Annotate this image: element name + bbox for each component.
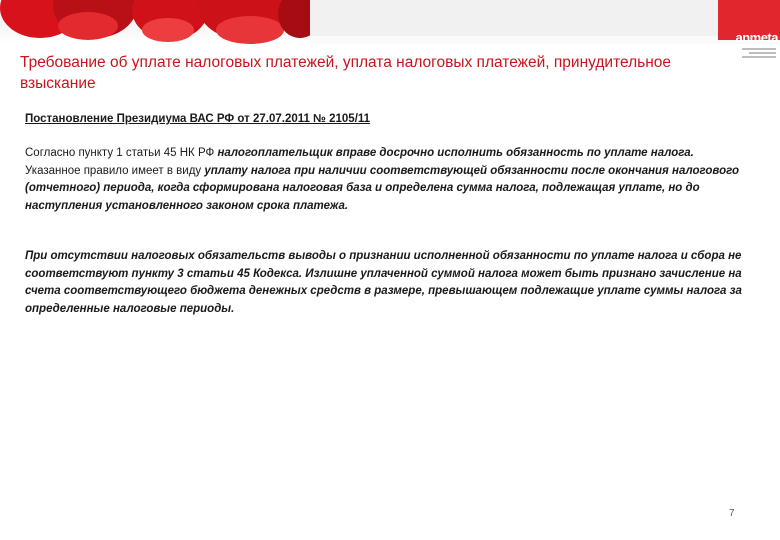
paragraph-1-emphasis-a: налогоплательщик вправе досрочно исполнить обязанность по уплате налога. [217, 147, 694, 159]
paragraph-2: При отсутствии налоговых обязательств выводы о признании исполненной обязанности по уплате налога и сбора не соответствуют пункту 3 статьи 45 Кодекса. Излишне уплаченной суммой налога может быть признано зачисление на счета соответствующего бюджета денежных средств в размере, превышающем подлежащие уплате суммы налога за определенные налоговые периоды. [25, 250, 742, 315]
paragraph-1-text-b: Указанное правило имеет в виду [25, 164, 205, 177]
red-chairs-photo [0, 0, 780, 44]
paragraph-1-emphasis-b: уплату налога при наличии соответствующей обязанности после окончания налогового (отчетного) периода, когда сформирована налоговая база и определена сумма налога, подлежащая уплате, но до наступления установленного законом срока платежа. [25, 164, 739, 212]
page-number: 7 [729, 508, 735, 519]
logo-tagline-lines [742, 46, 776, 58]
paragraph-1 [25, 145, 745, 215]
slide-title: Требование об уплате налоговых платежей, уплата налоговых платежей, принудительное взыскание [20, 54, 672, 92]
company-logo: anmeta [735, 30, 778, 45]
header-banner-photo [0, 0, 780, 44]
decree-reference: Постановление Президиума ВАС РФ от 27.07.2011 № 2105/11 [25, 113, 371, 125]
paragraph-1-text-a: Согласно пункту 1 статьи 45 НК РФ [25, 147, 218, 159]
